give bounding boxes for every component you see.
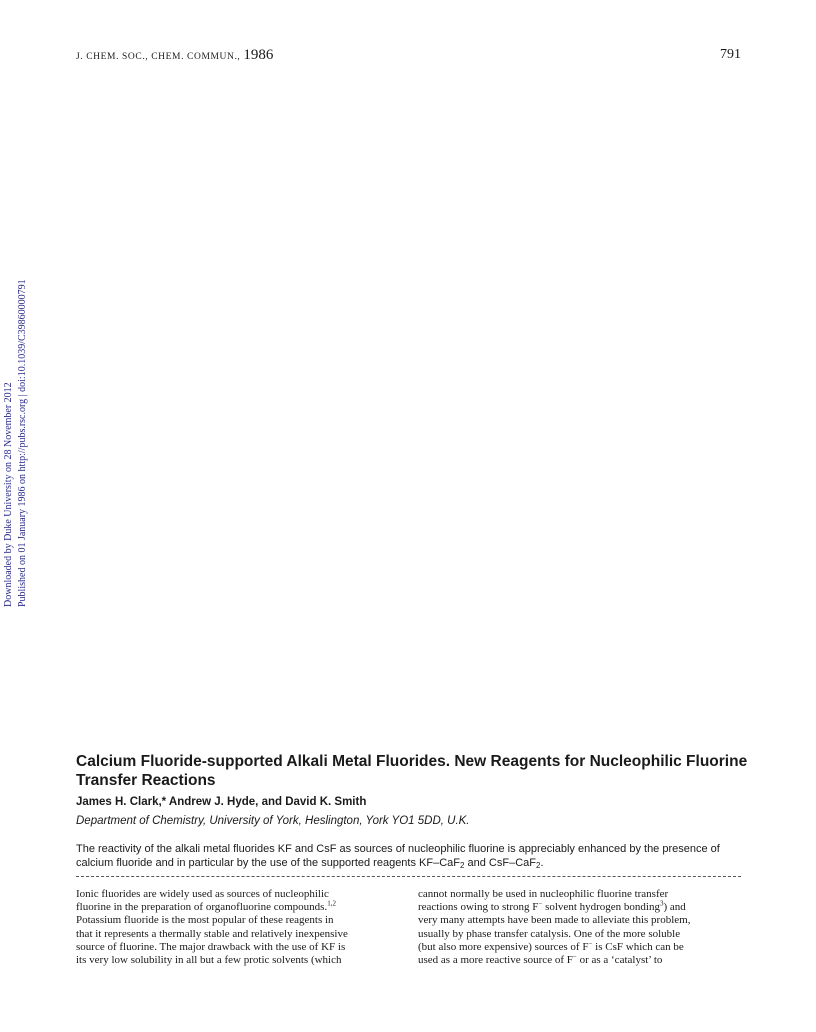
body-line: reactions owing to strong F− solvent hydrogen bonding$^3$) and xyxy=(418,899,686,914)
citation-ref: 1,2 xyxy=(327,899,336,908)
body-line: its very low solubility in all but a few protic solvents (which xyxy=(76,954,342,967)
publication-note[interactable]: Published on 01 January 1986 on http://pubs.rsc.org | doi:10.1039/C39860000791 xyxy=(17,279,28,607)
abstract-divider xyxy=(76,876,741,877)
author-affiliation: Department of Chemistry, University of York, Heslington, York YO1 5DD, U.K. xyxy=(76,815,470,827)
body-line: that it represents a thermally stable and relatively inexpensive xyxy=(76,927,348,940)
body-line: Ionic fluorides are widely used as sources of nucleophilic xyxy=(76,888,329,900)
body-line: (but also more expensive) sources of F− is CsF which can be xyxy=(418,939,684,953)
journal-name: J. CHEM. SOC., CHEM. COMMUN., xyxy=(76,52,241,62)
page-number: 791 xyxy=(720,47,741,62)
body-column-right xyxy=(418,888,738,967)
article-title: Calcium Fluoride-supported Alkali Metal Fluorides. New Reagents for Nucleophilic Fluorine Transfer Reactions xyxy=(76,753,748,789)
body-line: Potassium fluoride is the most popular of these reagents in xyxy=(76,914,334,927)
body-line: very many attempts have been made to alleviate this problem, xyxy=(418,914,691,927)
author-list: James H. Clark,* Andrew J. Hyde, and David K. Smith xyxy=(76,796,367,808)
body-column-left xyxy=(76,888,396,967)
body-line: used as a more reactive source of F− or as a ‘catalyst’ to xyxy=(418,952,663,967)
body-line: fluorine in the preparation of organofluorine compounds.$^{1,2}$ xyxy=(76,899,336,914)
body-line: source of fluorine. The major drawback with the use of KF is xyxy=(76,940,346,953)
abstract: The reactivity of the alkali metal fluorides KF and CsF as sources of nucleophilic fluorine is appreciably enhanced by the presence of calcium fluoride and in particular by the use of the supported reagents KF–CaF$_2$ and CsF–CaF$_2$. xyxy=(76,843,720,870)
body-line: usually by phase transfer catalysis. One of the more soluble xyxy=(418,927,681,940)
journal-year: 1986 xyxy=(243,47,274,63)
citation-ref: 3 xyxy=(659,899,664,908)
download-watermark xyxy=(2,262,30,607)
download-note: Downloaded by Duke University on 28 November 2012 xyxy=(3,382,14,607)
running-header-journal xyxy=(76,47,273,64)
body-line: cannot normally be used in nucleophilic fluorine transfer xyxy=(418,888,669,900)
